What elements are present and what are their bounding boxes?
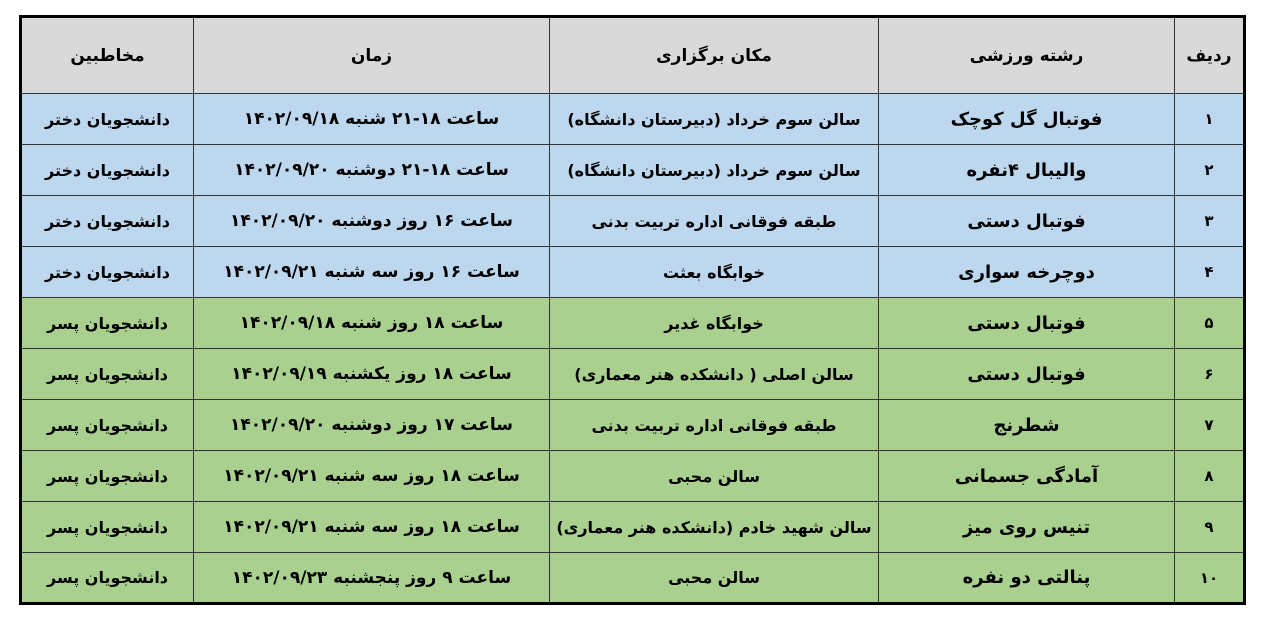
row-audience: دانشجویان پسر <box>21 298 194 349</box>
row-index: ۷ <box>1175 400 1245 451</box>
table-row <box>21 553 1245 604</box>
row-audience: دانشجویان دختر <box>21 94 194 145</box>
row-audience: دانشجویان پسر <box>21 451 194 502</box>
row-audience: دانشجویان دختر <box>21 247 194 298</box>
header-index: ردیف <box>1175 17 1245 94</box>
table-row <box>21 145 1245 196</box>
row-time: ساعت ۱۸-۲۱ شنبه ۱۴۰۲/۰۹/۱۸ <box>194 94 550 145</box>
table-row <box>21 349 1245 400</box>
table-row <box>21 247 1245 298</box>
row-sport: والیبال ۴نفره <box>879 145 1175 196</box>
row-venue: طبقه فوقانی اداره تربیت بدنی <box>550 400 879 451</box>
row-index: ۹ <box>1175 502 1245 553</box>
table-row <box>21 451 1245 502</box>
row-venue: طبقه فوقانی اداره تربیت بدنی <box>550 196 879 247</box>
row-audience: دانشجویان دختر <box>21 196 194 247</box>
row-venue: خوابگاه بعثت <box>550 247 879 298</box>
row-venue: سالن سوم خرداد (دبیرستان دانشگاه) <box>550 94 879 145</box>
row-venue: سالن محبی <box>550 451 879 502</box>
table-body <box>21 94 1245 604</box>
row-sport: دوچرخه سواری <box>879 247 1175 298</box>
table-row <box>21 400 1245 451</box>
header-audience: مخاطبین <box>21 17 194 94</box>
header-sport: رشته ورزشی <box>879 17 1175 94</box>
row-sport: شطرنج <box>879 400 1175 451</box>
row-time: ساعت ۱۸ روز سه شنبه ۱۴۰۲/۰۹/۲۱ <box>194 451 550 502</box>
sports-schedule-table <box>19 15 1246 605</box>
row-time: ساعت ۱۸ روز یکشنبه ۱۴۰۲/۰۹/۱۹ <box>194 349 550 400</box>
row-sport: فوتبال دستی <box>879 196 1175 247</box>
header-time: زمان <box>194 17 550 94</box>
table-row <box>21 298 1245 349</box>
table-row <box>21 502 1245 553</box>
row-index: ۱ <box>1175 94 1245 145</box>
row-index: ۵ <box>1175 298 1245 349</box>
row-time: ساعت ۱۶ روز سه شنبه ۱۴۰۲/۰۹/۲۱ <box>194 247 550 298</box>
row-audience: دانشجویان پسر <box>21 502 194 553</box>
row-time: ساعت ۱۶ روز دوشنبه ۱۴۰۲/۰۹/۲۰ <box>194 196 550 247</box>
row-sport: فوتبال دستی <box>879 349 1175 400</box>
row-sport: فوتبال دستی <box>879 298 1175 349</box>
row-audience: دانشجویان پسر <box>21 553 194 604</box>
row-venue: سالن اصلی ( دانشکده هنر معماری) <box>550 349 879 400</box>
table-row <box>21 94 1245 145</box>
row-venue: سالن محبی <box>550 553 879 604</box>
row-time: ساعت ۱۷ روز دوشنبه ۱۴۰۲/۰۹/۲۰ <box>194 400 550 451</box>
row-index: ۱۰ <box>1175 553 1245 604</box>
row-index: ۲ <box>1175 145 1245 196</box>
row-index: ۳ <box>1175 196 1245 247</box>
row-venue: سالن شهید خادم (دانشکده هنر معماری) <box>550 502 879 553</box>
row-sport: پنالتی دو نفره <box>879 553 1175 604</box>
row-index: ۴ <box>1175 247 1245 298</box>
header-row <box>21 17 1245 94</box>
row-time: ساعت ۹ روز پنجشنبه ۱۴۰۲/۰۹/۲۳ <box>194 553 550 604</box>
row-sport: آمادگی جسمانی <box>879 451 1175 502</box>
row-time: ساعت ۱۸ روز شنبه ۱۴۰۲/۰۹/۱۸ <box>194 298 550 349</box>
row-sport: تنیس روی میز <box>879 502 1175 553</box>
table-row <box>21 196 1245 247</box>
row-sport: فوتبال گل کوچک <box>879 94 1175 145</box>
row-venue: سالن سوم خرداد (دبیرستان دانشگاه) <box>550 145 879 196</box>
row-audience: دانشجویان دختر <box>21 145 194 196</box>
row-audience: دانشجویان پسر <box>21 349 194 400</box>
row-audience: دانشجویان پسر <box>21 400 194 451</box>
row-time: ساعت ۱۸-۲۱ دوشنبه ۱۴۰۲/۰۹/۲۰ <box>194 145 550 196</box>
row-time: ساعت ۱۸ روز سه شنبه ۱۴۰۲/۰۹/۲۱ <box>194 502 550 553</box>
row-index: ۶ <box>1175 349 1245 400</box>
header-venue: مکان برگزاری <box>550 17 879 94</box>
table-header <box>21 17 1245 94</box>
row-venue: خوابگاه غدیر <box>550 298 879 349</box>
row-index: ۸ <box>1175 451 1245 502</box>
